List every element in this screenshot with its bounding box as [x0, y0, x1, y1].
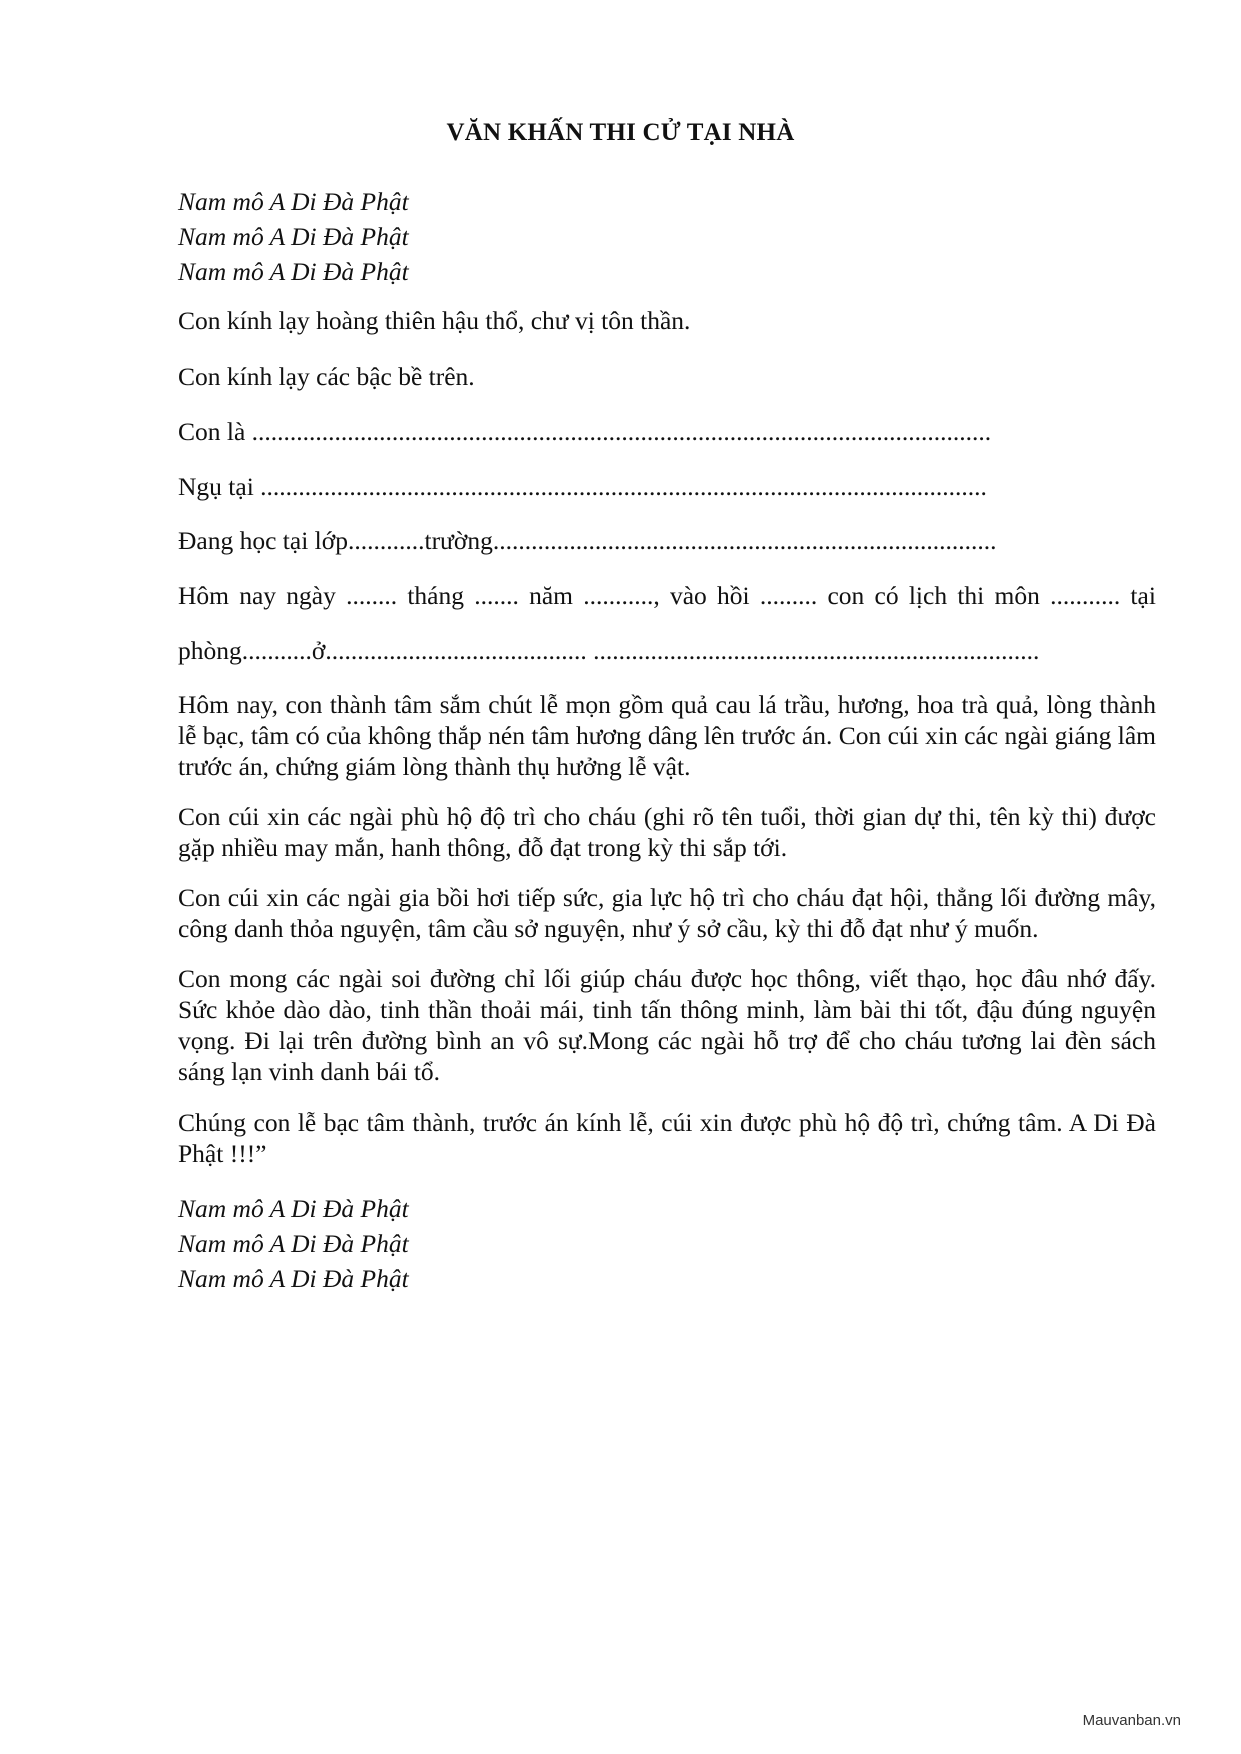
date-word: hồi: [717, 581, 750, 610]
invocation-line: Nam mô A Di Đà Phật: [178, 187, 409, 216]
invocation-line: Nam mô A Di Đà Phật: [178, 257, 409, 286]
document-title: VĂN KHẤN THI CỬ TẠI NHÀ: [446, 119, 795, 146]
invocation-line: Nam mô A Di Đà Phật: [178, 1229, 409, 1258]
field-residence: Ngụ tại ..................................................................................................................: [178, 472, 987, 501]
date-word: thi: [957, 581, 985, 610]
field-name: Con là ....................................................................................................................: [178, 417, 992, 446]
date-word: ...........,: [583, 581, 660, 610]
date-word: .......: [474, 581, 519, 610]
date-word: lịch: [908, 581, 948, 610]
date-word: .........: [759, 581, 818, 610]
date-word: tại: [1130, 581, 1156, 610]
footer-watermark: Mauvanban.vn: [1082, 1712, 1181, 1729]
date-word: ........: [346, 581, 398, 610]
date-word: nay: [239, 581, 277, 610]
date-word: ...........: [1050, 581, 1121, 610]
paragraph-guidance: Con mong các ngài soi đường chỉ lối giúp cháu được học thông, viết thạo, học đâu nhớ đấy. Sức khỏe dào dào, tinh thần thoải mái, tinh tấn thông minh, làm bài thi tốt, đậu đúng nguyện vọng. Đi lại trên đường bình an vô sự.Mong các ngài hỗ trợ để cho cháu tương lai đèn sách sáng lạn vinh danh bái tổ.: [178, 964, 1156, 1086]
field-class-school: Đang học tại lớp............trường...............................................................................: [178, 526, 997, 555]
invocation-bottom: [178, 1191, 1156, 1296]
greeting-heaven-earth: Con kính lạy hoàng thiên hậu thổ, chư vị tôn thần.: [178, 306, 691, 335]
date-word: vào: [669, 581, 707, 610]
date-word: năm: [529, 581, 573, 610]
date-word: ngày: [286, 581, 336, 610]
paragraph-support: Con cúi xin các ngài gia bồi hơi tiếp sức, gia lực hộ trì cho cháu đạt hội, thẳng lối đường mây, công danh thỏa nguyện, tâm cầu sở nguyện, như ý sở cầu, kỳ thi đỗ đạt như ý muốn.: [178, 883, 1156, 943]
paragraph-protection: Con cúi xin các ngài phù hộ độ trì cho cháu (ghi rõ tên tuổi, thời gian dự thi, tên kỳ thi) được gặp nhiều may mắn, hanh thông, đỗ đạt trong kỳ thi sắp tới.: [178, 802, 1156, 862]
paragraph-offering: Hôm nay, con thành tâm sắm chút lễ mọn gồm quả cau lá trầu, hương, hoa trà quả, lòng thành lễ bạc, tâm có của không thắp nén tâm hương dâng lên trước án. Con cúi xin các ngài giáng lâm trước án, chứng giám lòng thành thụ hưởng lễ vật.: [178, 690, 1156, 781]
invocation-line: Nam mô A Di Đà Phật: [178, 222, 409, 251]
date-word: môn: [994, 581, 1040, 610]
date-word: Hôm: [178, 581, 229, 610]
paragraph-closing: Chúng con lễ bạc tâm thành, trước án kính lễ, cúi xin được phù hộ độ trì, chứng tâm. A Di Đà Phật !!!”: [178, 1108, 1156, 1168]
greeting-elders: Con kính lạy các bậc bề trên.: [178, 362, 475, 391]
date-time-line: [178, 580, 1156, 611]
invocation-line: Nam mô A Di Đà Phật: [178, 1264, 409, 1293]
date-word: tháng: [407, 581, 464, 610]
date-word: con: [827, 581, 865, 610]
invocation-line: Nam mô A Di Đà Phật: [178, 1194, 409, 1223]
room-location-line: phòng...........ở......................................... ......................................................................: [178, 636, 1040, 665]
invocation-top: [178, 184, 1156, 289]
document-body: [178, 184, 1156, 1296]
date-word: có: [874, 581, 899, 610]
